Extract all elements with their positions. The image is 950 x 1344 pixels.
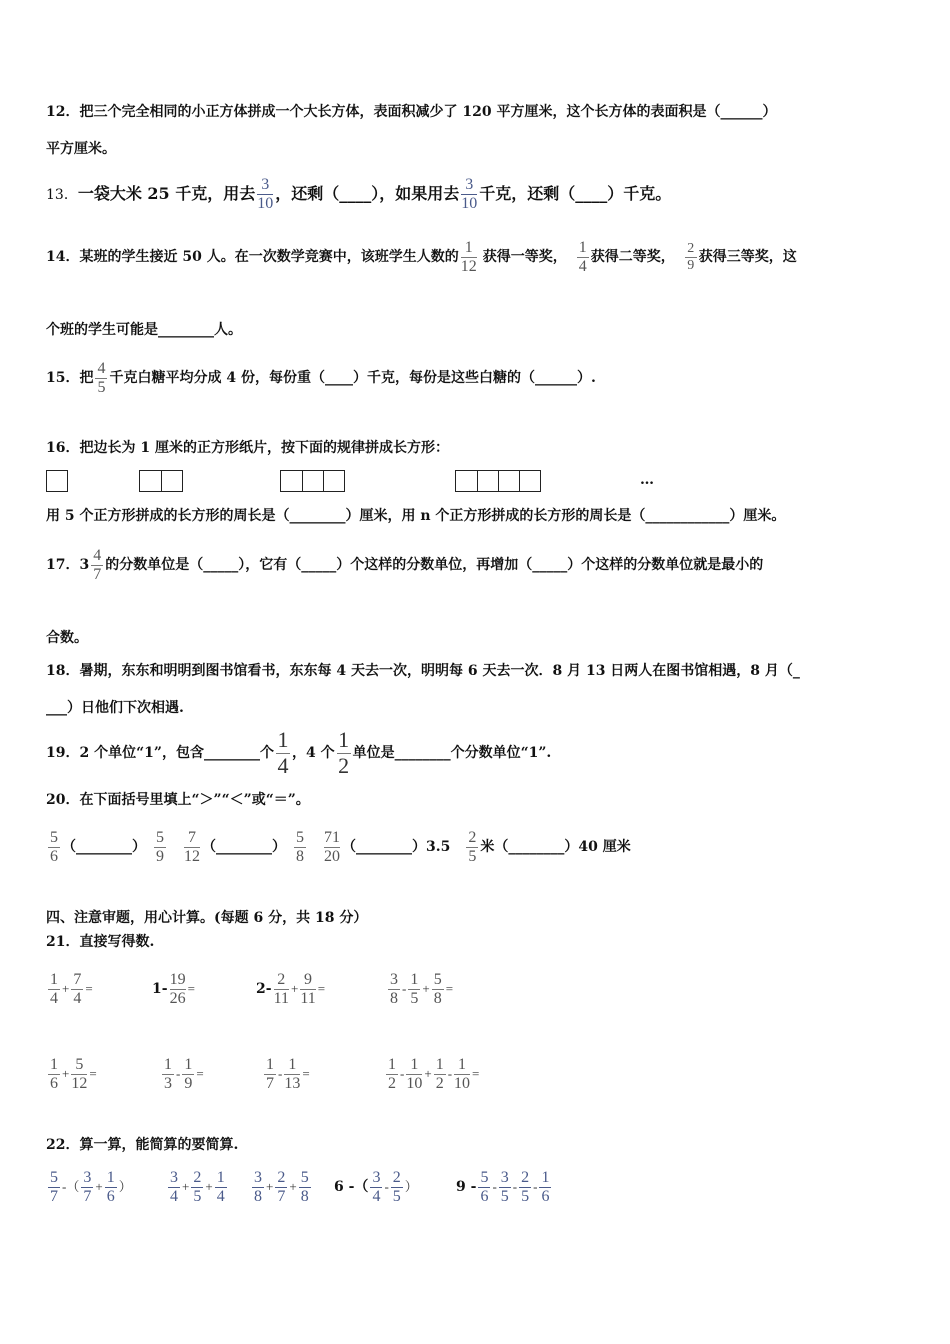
q14-text3: 获得二等奖， [590,249,675,265]
fraction: $\frac{1}{10}$ [406,1055,423,1092]
q22-x5: 9 - $\frac{5}{6}$ - $\frac{3}{5}$ - $\frac{2}{5}$ - $\frac{1}{6}$ [456,1168,550,1205]
q22-x3: $\frac{3}{8}$ + $\frac{2}{7}$ + $\frac{5}{8}$ [254,1168,309,1205]
q21-e3: 2- $\frac{2}{11}$ + $\frac{9}{11}$ = [256,970,326,1007]
fraction: $\frac{1}{12}$ [460,238,477,275]
q20-blank3: （________）3.5 [342,839,451,855]
q17-text2: 的分数单位是（_____），它有（_____）个这样的分数单位，再增加（_____）个这样的分数单位就是最小的 [105,557,764,573]
fraction: $\frac{4}{5}$ [97,359,106,396]
q18-line2: ___）日他们下次相遇. [46,700,184,716]
fraction: $\frac{1}{4}$ [50,970,58,1007]
q15 [46,356,596,400]
q14-text4: 获得三等奖，这 [698,249,797,265]
q21-e1: $\frac{1}{4}$ + $\frac{7}{4}$ = [50,970,93,1007]
q17 [46,543,763,587]
fraction: $\frac{2}{5}$ [392,1168,401,1205]
q12-line2: 平方厘米。 [46,141,116,157]
fraction: $\frac{1}{9}$ [184,1055,193,1092]
fraction: $\frac{5}{12}$ [71,1055,88,1092]
q18-line1: 18．暑期，东东和明明到图书馆看书，东东每 4 天去一次，明明每 6 天去一次．8 月 13 日两人在图书馆相遇，8 月（_ [46,663,800,679]
fraction: $\frac{2}{7}$ [277,1168,286,1205]
fraction: $\frac{1}{3}$ [164,1055,172,1092]
q21-e7: $\frac{1}{7}$ - $\frac{1}{13}$ = [266,1055,310,1092]
fraction: $\frac{2}{11}$ [273,970,289,1007]
fraction: $\frac{1}{6}$ [50,1055,58,1092]
ellipsis: … [640,472,654,488]
q19-text2: ，4 个 [291,745,335,761]
q14-text2: 获得一等奖， [482,249,567,265]
fraction: $\frac{1}{6}$ [106,1168,115,1205]
fraction: $\frac{1}{4}$ [277,727,289,778]
q17-text1: 17．3 [46,557,90,573]
q21-e8: $\frac{1}{2}$ - $\frac{1}{10}$ + $\frac{1}{2}$ - $\frac{1}{10}$ = [388,1055,480,1092]
q15-text1: 15．把 [46,370,94,386]
q13-text3: 千克，还剩（____）千克。 [479,184,672,203]
fraction: $\frac{5}{8}$ [296,828,304,865]
q22-x1: $\frac{5}{7}$ -（ $\frac{3}{7}$ + $\frac{1}{6}$ ） [50,1168,132,1205]
fraction: $\frac{1}{10}$ [454,1055,471,1092]
fraction: $\frac{5}{9}$ [156,828,164,865]
q22-title: 22．算一算，能简算的要简算. [46,1137,239,1153]
fraction: $\frac{5}{6}$ [50,828,58,865]
q13 [46,172,671,217]
q19 [46,728,551,778]
q20-line2 [46,824,631,870]
squares-3 [280,470,345,492]
q21-e2: 1- $\frac{19}{26}$ = [152,970,195,1007]
fraction: $\frac{3}{4}$ [372,1168,381,1205]
q12-line1: 12．把三个完全相同的小正方体拼成一个大长方体，表面积减少了 120 平方厘米，这个长方体的表面积是（______） [46,104,777,120]
q14-text1: 14．某班的学生接近 50 人。在一次数学竞赛中，该班学生人数的 [46,249,459,265]
q19-text3: 单位是________个分数单位“1”. [352,745,552,761]
fraction: $\frac{2}{5}$ [193,1168,202,1205]
fraction: $\frac{3}{10}$ [257,176,274,212]
fraction: $\frac{2}{5}$ [468,828,477,865]
fraction: $\frac{1}{2}$ [435,1055,444,1092]
fraction: $\frac{5}{8}$ [300,1168,309,1205]
q20-unit1: 米（________）40 厘米 [480,839,631,855]
squares-2 [139,470,183,492]
fraction: $\frac{1}{6}$ [541,1168,550,1205]
q20-blank1: （________） [62,839,146,855]
q15-text2: 千克白糖平均分成 4 份，每份重（____）千克，每份是这些白糖的（______）. [109,370,596,386]
section-4-heading: 四、注意审题，用心计算。(每题 6 分，共 18 分） [46,910,368,926]
fraction: $\frac{71}{20}$ [324,828,340,865]
fraction: $\frac{3}{4}$ [170,1168,178,1205]
square-1 [46,470,68,492]
q20-line1: 20．在下面括号里填上“＞”“＜”或“＝”。 [46,792,310,808]
q21-title: 21．直接写得数. [46,934,155,950]
q13-text1: 一袋大米 25 千克，用去 [77,184,256,203]
fraction: $\frac{3}{7}$ [83,1168,92,1205]
q16-line1: 16．把边长为 1 厘米的正方形纸片，按下面的规律拼成长方形： [46,440,449,456]
q16-line2: 用 5 个正方形拼成的长方形的周长是（________）厘米，用 n 个正方形拼成的长方形的周长是（____________）厘米。 [46,508,786,524]
q21-e4: $\frac{3}{8}$ - $\frac{1}{5}$ + $\frac{5}{8}$ = [390,970,454,1007]
fraction: $\frac{1}{4}$ [578,238,587,275]
q22-x2: $\frac{3}{4}$ + $\frac{2}{5}$ + $\frac{1}{4}$ [170,1168,225,1205]
q20-blank2: （________） [202,839,286,855]
fraction: $\frac{1}{2}$ [388,1055,396,1092]
fraction: $\frac{1}{13}$ [284,1055,301,1092]
square-pattern [46,470,654,494]
fraction: $\frac{5}{7}$ [50,1168,58,1205]
q22-x4: 6 -（ $\frac{3}{4}$ - $\frac{2}{5}$ ） [334,1168,418,1205]
squares-4 [455,470,541,492]
fraction: $\frac{5}{8}$ [433,970,442,1007]
q13-number: 13． [46,187,78,203]
q19-text1: 19．2 个单位“1”，包含________个 [46,745,274,761]
fraction: $\frac{19}{26}$ [169,970,186,1007]
fraction: $\frac{1}{7}$ [266,1055,274,1092]
fraction: $\frac{2}{5}$ [521,1168,530,1205]
fraction: $\frac{1}{4}$ [216,1168,225,1205]
fraction: $\frac{7}{12}$ [184,828,200,865]
q17-line2: 合数。 [46,630,88,646]
q13-text2: ，还剩（____），如果用去 [275,184,460,203]
q14-line2: 个班的学生可能是________人。 [46,322,242,338]
q21-e6: $\frac{1}{3}$ - $\frac{1}{9}$ = [164,1055,204,1092]
fraction: $\frac{3}{8}$ [254,1168,262,1205]
fraction: $\frac{9}{11}$ [300,970,316,1007]
fraction: $\frac{1}{2}$ [338,727,350,778]
fraction: $\frac{3}{10}$ [461,176,478,212]
fraction: $\frac{1}{5}$ [410,970,419,1007]
fraction: $\frac{5}{6}$ [480,1168,489,1205]
q14-line1 [46,234,797,280]
fraction: $\frac{3}{8}$ [390,970,398,1007]
fraction: $\frac{3}{5}$ [500,1168,509,1205]
fraction: $\frac{2}{9}$ [685,241,697,273]
fraction: $\frac{7}{4}$ [73,970,82,1007]
q21-e5: $\frac{1}{6}$ + $\frac{5}{12}$ = [50,1055,97,1092]
fraction: $\frac{4}{7}$ [93,546,102,583]
